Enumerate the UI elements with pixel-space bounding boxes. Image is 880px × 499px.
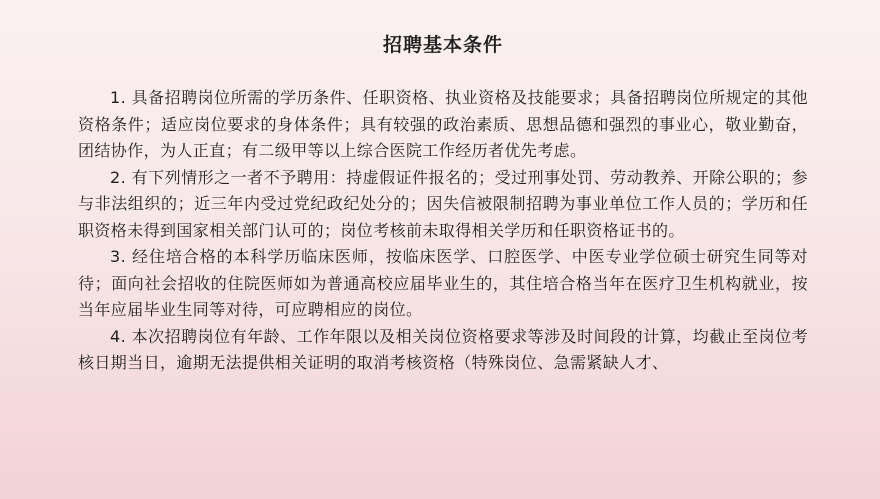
condition-paragraph-1: 1. 具备招聘岗位所需的学历条件、任职资格、执业资格及技能要求；具备招聘岗位所规定的其他资格条件；适应岗位要求的身体条件；具有较强的政治素质、思想品德和强烈的事业心，敬业勤奋，团结协作，为人正直；有二级甲等以上综合医院工作经历者优先考虑。 (78, 88, 808, 160)
condition-paragraph-4: 4. 本次招聘岗位有年龄、工作年限以及相关岗位资格要求等涉及时间段的计算，均截止至岗位考核日期当日，逾期无法提供相关证明的取消考核资格（特殊岗位、急需紧缺人才、 (78, 326, 808, 372)
document-body (78, 85, 808, 377)
condition-paragraph-3: 3. 经住培合格的本科学历临床医师，按临床医学、口腔医学、中医专业学位硕士研究生同等对待；面向社会招收的住院医师如为普通高校应届毕业生的，其住培合格当年在医疗卫生机构就业，按当年应届毕业生同等对待，可应聘相应的岗位。 (78, 247, 808, 319)
condition-paragraph-2: 2. 有下列情形之一者不予聘用：持虚假证件报名的；受过刑事处罚、劳动教养、开除公职的；参与非法组织的；近三年内受过党纪政纪处分的；因失信被限制招聘为事业单位工作人员的；学历和任职资格未得到国家相关部门认可的；岗位考核前未取得相关学历和任职资格证书的。 (78, 167, 808, 240)
page-title: 招聘基本条件 (382, 34, 503, 56)
document (78, 0, 808, 377)
